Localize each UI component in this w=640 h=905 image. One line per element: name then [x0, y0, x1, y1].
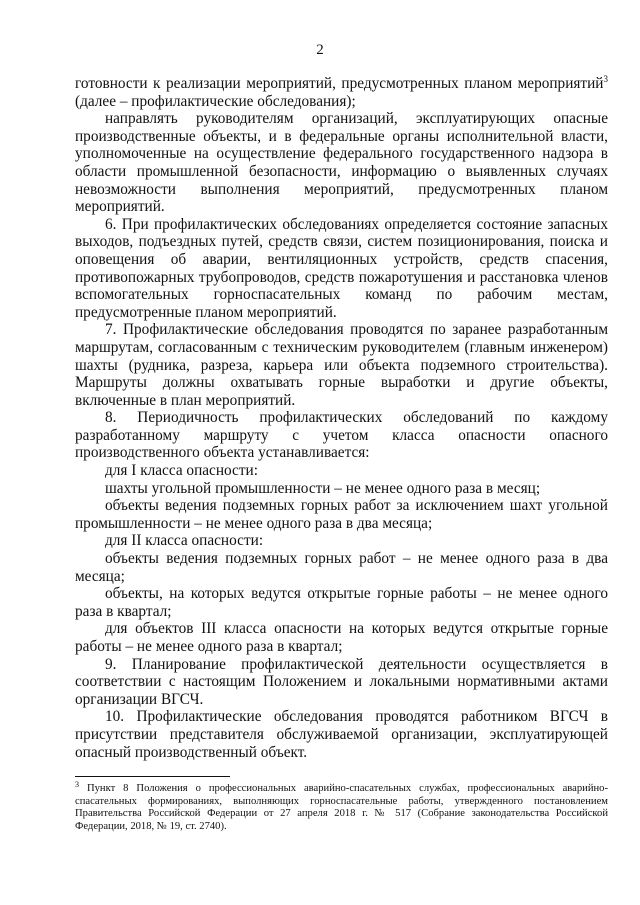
page-number: 2: [316, 42, 324, 58]
paragraph-text-tail: (далее – профилактические обследования);: [75, 92, 356, 110]
footnote-text: Пункт 8 Положения о профессиональных аварийно-спасательных службах, профессиональных аварийно-спасательных формированиях, выполняющих горноспасательные работы, утвержденного постановлением Правительства Российской Федерации от 27 апреля 2018 г. № 517 (Собрание законодательства Российской Федерации, 2018, № 19, ст. 2740).: [75, 783, 608, 832]
paragraph-item-9: 9. Планирование профилактической деятельности осуществляется в соответствии с настоящим Положением и локальными нормативными актами организации ВГСЧ.: [75, 655, 608, 708]
footnote: [75, 780, 608, 833]
paragraph: направлять руководителям организаций, эксплуатирующих опасные производственные объекты, и в федеральные органы исполнительной власти, уполномоченные на осуществление федерального государственного надзора в области промышленной безопасности, информацию о выявленных случаях невозможности выполнения мероприятий, предусмотренных планом мероприятий.: [75, 110, 608, 216]
paragraph: для объектов III класса опасности на которых ведутся открытые горные работы – не менее одного раза в квартал;: [75, 620, 608, 655]
paragraph-item-8: 8. Периодичность профилактических обследований по каждому разработанному маршруту с учетом класса опасности опасного производственного объекта устанавливается:: [75, 409, 608, 462]
paragraph: шахты угольной промышленности – не менее одного раза в месяц;: [105, 479, 541, 497]
paragraph-class-heading: для I класса опасности:: [105, 462, 258, 480]
footnote-reference: 3: [603, 74, 608, 84]
paragraph-item-10: 10. Профилактические обследования проводятся работником ВГСЧ в присутствии представителя обслуживаемой организации, эксплуатирующей опасный производственный объект.: [75, 708, 608, 761]
footnote-separator: [75, 776, 230, 777]
footnote-marker: 3: [75, 780, 79, 789]
paragraph-item-6: 6. При профилактических обследованиях определяется состояние запасных выходов, подъездных путей, средств связи, систем позиционирования, поиска и оповещения об аварии, вентиляционных устройств, средств спасения, противопожарных трубопроводов, средств пожаротушения и расстановка членов вспомогательных горноспасательных команд по рабочим местам, предусмотренные планом мероприятий.: [75, 215, 608, 321]
paragraph: объекты, на которых ведутся открытые горные работы – не менее одного раза в квартал;: [75, 585, 608, 620]
paragraph: объекты ведения подземных горных работ – не менее одного раза в два месяца;: [75, 550, 608, 585]
paragraph-class-heading: для II класса опасности:: [105, 532, 264, 550]
paragraph-continuation: [75, 75, 608, 110]
paragraph-item-7: 7. Профилактические обследования проводятся по заранее разработанным маршрутам, согласованным с техническим руководителем (главным инженером) шахты (рудника, разреза, карьера или объекта подземного строительства). Маршруты должны охватывать горные выработки и другие объекты, включенные в план мероприятий.: [75, 321, 608, 409]
paragraph: объекты ведения подземных горных работ за исключением шахт угольной промышленности – не менее одного раза в два месяца;: [75, 497, 608, 532]
document-body: [75, 75, 608, 761]
paragraph-text: готовности к реализации мероприятий, предусмотренных планом мероприятий: [75, 75, 604, 92]
